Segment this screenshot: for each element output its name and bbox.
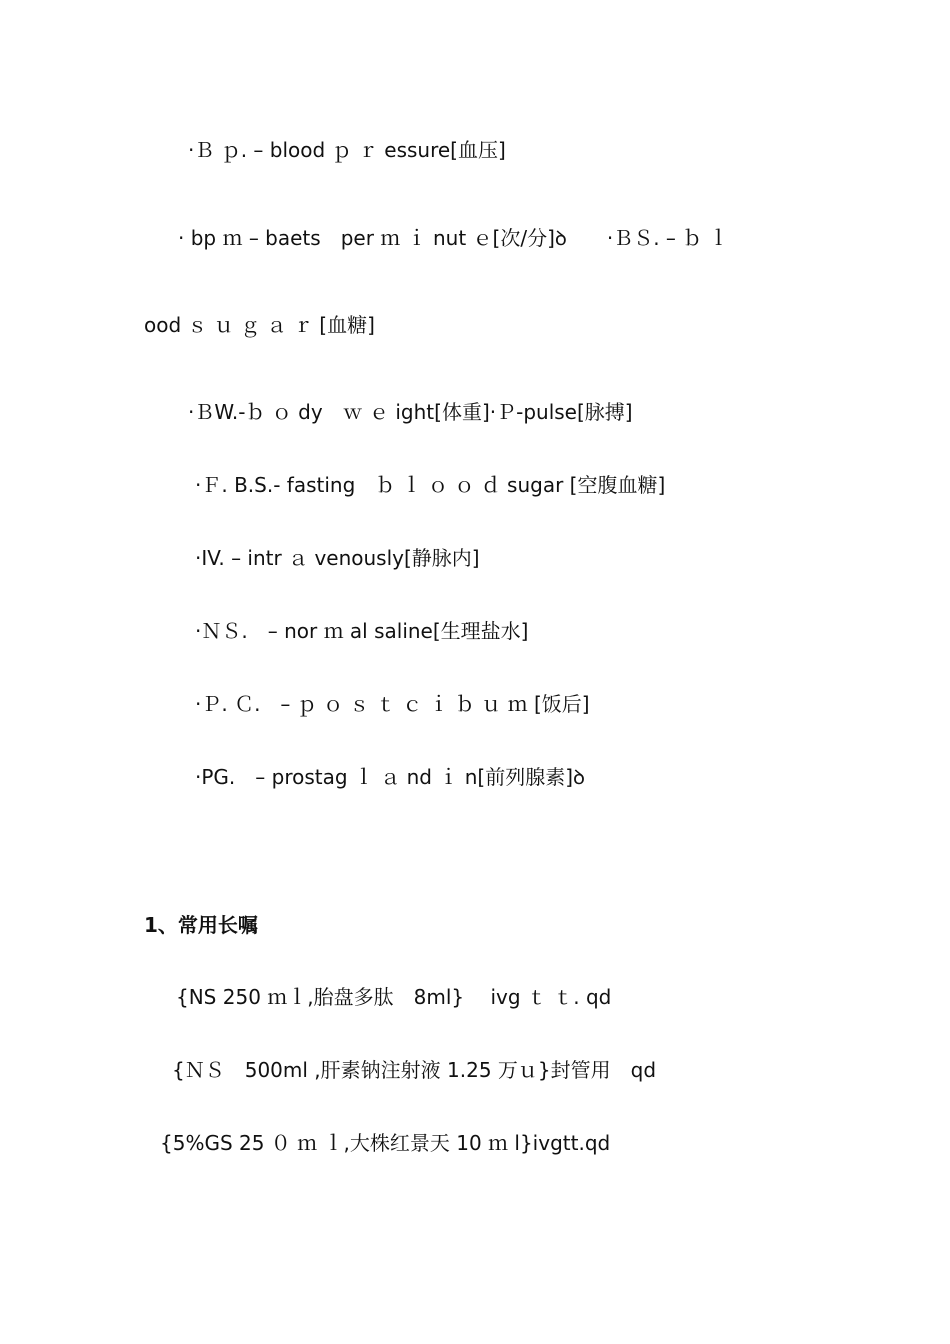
- abbreviation-line: ·ＮＳ. – nor ｍ al saline[生理盐水]: [195, 619, 529, 643]
- abbreviation-line: ·PG. – prostag ｌ ａ nd ｉ n[前列腺素]ꝺ: [195, 765, 585, 789]
- abbreviation-line: · bp ｍ – baets per ｍ ｉ nut ｅ[次/分]ꝺ ·ＢＳ. – ｂ ｌ: [178, 226, 729, 250]
- abbreviation-line: ·Ｂ ｐ. – blood ｐ ｒ essure[血压]: [188, 138, 506, 162]
- order-line: {5%GS 25 ０ ｍ ｌ,大株红景天 10 ｍ l}ivgtt.qd: [160, 1131, 611, 1155]
- order-line: {ＮＳ 500ml ,肝素钠注射液 1.25 万ｕ}封管用 qd: [172, 1058, 657, 1082]
- order-line: {NS 250 ｍｌ,胎盘多肽 8ml} ivg ｔ ｔ. qd: [176, 985, 612, 1009]
- abbreviation-line: ·Ｆ. B.S.- fasting ｂ ｌ ｏ ｏ ｄ sugar [空腹血糖]: [195, 473, 666, 497]
- abbreviation-line: ·Ｐ. Ｃ. – ｐ ｏ ｓ ｔ ｃ ｉ ｂ ｕ ｍ [饭后]: [195, 692, 590, 716]
- abbreviation-line: ood ｓ ｕ ｇ ａ ｒ [血糖]: [144, 313, 375, 337]
- abbreviation-line: ·IV. – intr ａ venously[静脉内]: [195, 546, 480, 570]
- section-heading: 1、常用长嘱: [144, 913, 258, 937]
- abbreviation-line: ·ＢW.-ｂ ｏ dy ｗ ｅ ight[体重]·Ｐ-pulse[脉搏]: [188, 400, 633, 424]
